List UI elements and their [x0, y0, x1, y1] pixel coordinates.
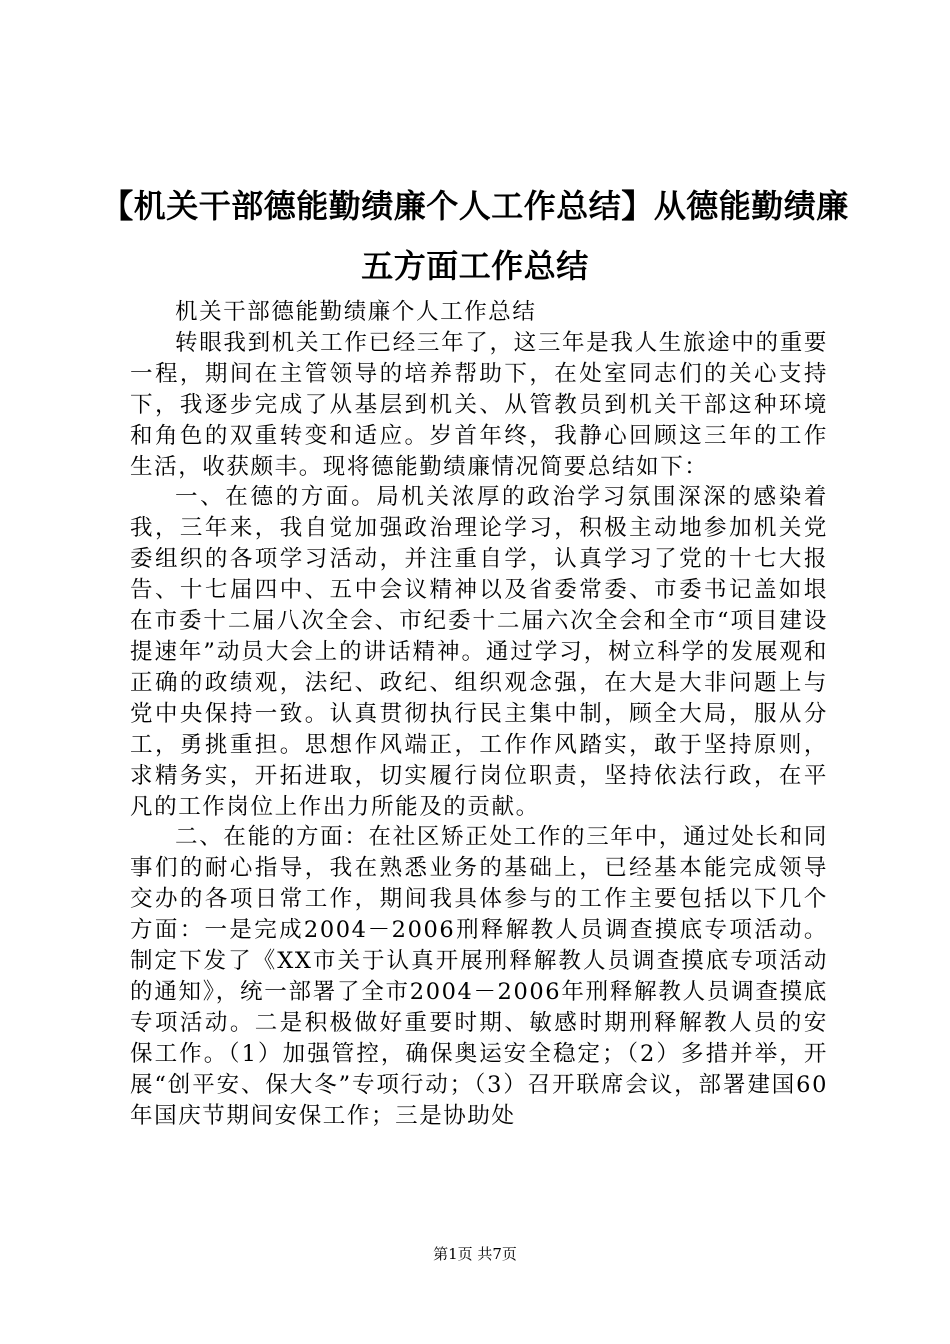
paragraph-intro: 转眼我到机关工作已经三年了，这三年是我人生旅途中的重要一程，期间在主管领导的培养帮助下，在处室同志们的关心支持下，我逐步完成了从基层到机关、从管教员到机关干部这种环境和角色的双重转变和适应。岁首年终，我静心回顾这三年的工作生活，收获颇丰。现将德能勤绩廉情况简要总结如下：	[130, 329, 828, 480]
document-body	[130, 297, 828, 1131]
paragraph-virtue: 一、在德的方面。局机关浓厚的政治学习氛围深深的感染着我，三年来，我自觉加强政治理论学习，积极主动地参加机关党委组织的各项学习活动，并注重自学，认真学习了党的十七大报告、十七届四中、五中会议精神以及省委常委、市委书记盖如垠在市委十二届八次全会、市纪委十二届六次全会和全市“项目建设提速年”动员大会上的讲话精神。通过学习，树立科学的发展观和正确的政绩观，法纪、政纪、组织观念强，在大是大非问题上与党中央保持一致。认真贯彻执行民主集中制，顾全大局，服从分工，勇挑重担。思想作风端正，工作作风踏实，敢于坚持原则，求精务实，开拓进取，切实履行岗位职责，坚持依法行政，在平凡的工作岗位上作出力所能及的贡献。	[130, 484, 828, 820]
paragraph-subtitle: 机关干部德能勤绩廉个人工作总结	[175, 299, 537, 325]
document-title: 【机关干部德能勤绩廉个人工作总结】从德能勤绩廉五方面工作总结	[101, 187, 849, 285]
paragraph-ability: 二、在能的方面：在社区矫正处工作的三年中，通过处长和同事们的耐心指导，我在熟悉业务的基础上，已经基本能完成领导交办的各项日常工作，期间我具体参与的工作主要包括以下几个方面：一是完成2004－2006刑释解教人员调查摸底专项活动。制定下发了《XX市关于认真开展刑释解教人员调查摸底专项活动的通知》，统一部署了全市2004－2006年刑释解教人员调查摸底专项活动。二是积极做好重要时期、敏感时期刑释解教人员的安保工作。（1）加强管控，确保奥运安全稳定；（2）多措并举，开展“创平安、保大冬”专项行动；（3）召开联席会议，部署建国60年国庆节期间安保工作；三是协助处	[130, 824, 828, 1129]
page-number-footer: 第1页 共7页	[433, 1245, 517, 1263]
